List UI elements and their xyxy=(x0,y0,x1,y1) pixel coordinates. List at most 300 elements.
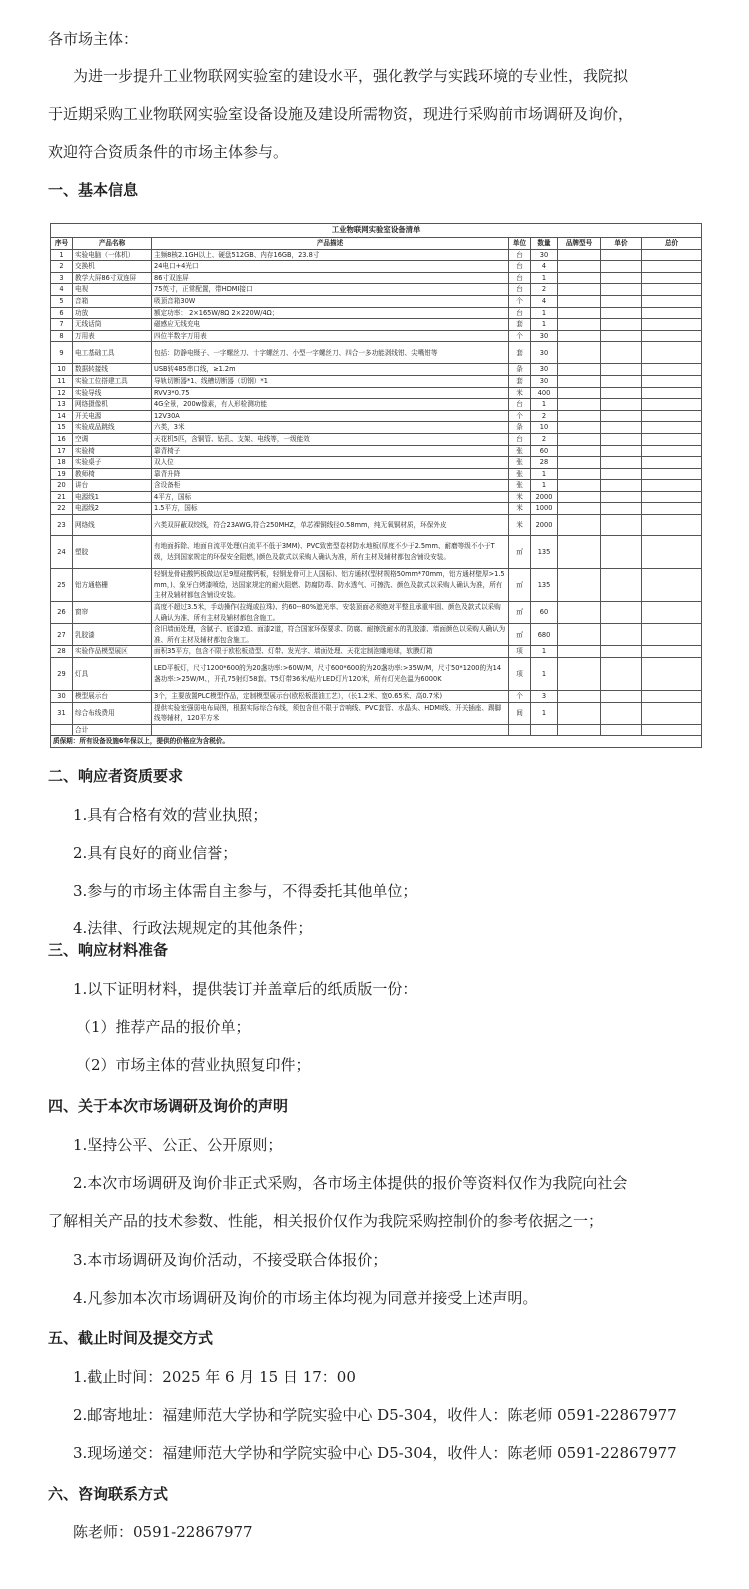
product-description: 导轨切断器*1、线槽切断器（切钢）*1 xyxy=(152,375,509,387)
quantity: 2000 xyxy=(531,491,558,503)
unit: 台 xyxy=(509,284,531,296)
product-name: 实验椅 xyxy=(73,445,152,457)
product-description: 含旧墙面处理，含腻子、底漆2道、面漆2道，符合国家环保要求、防腐、耐擦洗耐水的乳胶漆、墙面颜色以采购人确认为准、所有主材及辅材都包含施工。 xyxy=(152,624,509,646)
unit-price-cell[interactable] xyxy=(601,375,642,387)
unit: ㎡ xyxy=(509,624,531,646)
product-name: 网络线 xyxy=(73,515,152,536)
product-name: 电工基础工具 xyxy=(73,342,152,364)
greeting: 各市场主体： xyxy=(48,30,139,48)
unit-price-cell[interactable] xyxy=(601,284,642,296)
unit: 条 xyxy=(509,364,531,376)
table-row xyxy=(51,536,702,569)
row-number: 12 xyxy=(51,387,73,399)
section-1-title: 一、基本信息 xyxy=(48,181,139,199)
table-header-cell: 品牌型号 xyxy=(558,238,601,250)
mail-address-item: 2.邮寄地址：福建师范大学协和学院实验中心 D5-304，收件人：陈老师 0591-22867977 xyxy=(73,1406,677,1424)
table-row xyxy=(51,691,702,703)
product-description: USB转485串口线，≥1.2m xyxy=(152,364,509,376)
brand-model-cell[interactable] xyxy=(558,702,601,724)
product-name: 教学大屏86寸双连屏 xyxy=(73,272,152,284)
quantity: 1 xyxy=(531,272,558,284)
unit: 米 xyxy=(509,515,531,536)
unit-price-cell[interactable] xyxy=(601,602,642,624)
table-header-cell: 数量 xyxy=(531,238,558,250)
product-description: 3个，主要放置PLC模型作品，定制模型展示台(欧松板混油工艺），（长1.2米、宽0.65米、高0.7米) xyxy=(152,691,509,703)
total-brand[interactable] xyxy=(558,724,601,736)
table-header-cell: 产品名称 xyxy=(73,238,152,250)
brand-model-cell[interactable] xyxy=(558,445,601,457)
total-price-cell[interactable] xyxy=(642,658,702,691)
unit-price-cell[interactable] xyxy=(601,691,642,703)
grand-total-cell[interactable] xyxy=(642,724,702,736)
brand-model-cell[interactable] xyxy=(558,503,601,515)
qualification-item-2: 2.具有良好的商业信誉； xyxy=(73,844,238,862)
product-name: 实验成品跳线 xyxy=(73,422,152,434)
intro-line-3: 欢迎符合资质条件的市场主体参与。 xyxy=(48,143,289,161)
product-description: 12V30A xyxy=(152,410,509,422)
unit: 套 xyxy=(509,319,531,331)
unit: ㎡ xyxy=(509,536,531,569)
section-3-title: 三、响应材料准备 xyxy=(48,941,169,959)
row-number: 19 xyxy=(51,468,73,480)
product-name: 实验桌子 xyxy=(73,457,152,469)
unit-price-cell[interactable] xyxy=(601,624,642,646)
unit-price-cell[interactable] xyxy=(601,646,642,658)
brand-model-cell[interactable] xyxy=(558,307,601,319)
statement-item-2-cont: 了解相关产品的技术参数、性能，相关报价仅作为我院采购控制价的参考依据之一； xyxy=(48,1212,604,1230)
row-number: 29 xyxy=(51,658,73,691)
total-price-cell[interactable] xyxy=(642,319,702,331)
product-name: 铝方通格栅 xyxy=(73,569,152,602)
material-item-3: （2）市场主体的营业执照复印件； xyxy=(76,1056,311,1074)
unit: 张 xyxy=(509,457,531,469)
table-row xyxy=(51,342,702,364)
quantity: 1 xyxy=(531,307,558,319)
quantity: 60 xyxy=(531,445,558,457)
total-no xyxy=(51,724,73,736)
unit-price-cell[interactable] xyxy=(601,342,642,364)
brand-model-cell[interactable] xyxy=(558,387,601,399)
quantity: 135 xyxy=(531,569,558,602)
quantity: 60 xyxy=(531,602,558,624)
table-header-cell: 序号 xyxy=(51,238,73,250)
row-number: 6 xyxy=(51,307,73,319)
unit: 米 xyxy=(509,387,531,399)
total-price-cell[interactable] xyxy=(642,602,702,624)
product-description: 提供实验室强弱电布局图，根据实际综合布线，须包含但不限于音响线、PVC套管、水晶头、HDMI线、开关插座、踢脚线等辅材，120平方米 xyxy=(152,702,509,724)
unit-price-cell[interactable] xyxy=(601,569,642,602)
brand-model-cell[interactable] xyxy=(558,569,601,602)
total-price-cell[interactable] xyxy=(642,307,702,319)
total-price-cell[interactable] xyxy=(642,410,702,422)
row-number: 9 xyxy=(51,342,73,364)
qualification-item-4: 4.法律、行政法规规定的其他条件； xyxy=(73,919,313,937)
product-description: 磁感应无线充电 xyxy=(152,319,509,331)
section-5-title: 五、截止时间及提交方式 xyxy=(48,1329,214,1347)
product-name: 数据转接线 xyxy=(73,364,152,376)
unit: 米 xyxy=(509,491,531,503)
product-name: 实验作品模型展区 xyxy=(73,646,152,658)
product-name: 实验工位搭建工具 xyxy=(73,375,152,387)
unit-price-cell[interactable] xyxy=(601,399,642,411)
table-row xyxy=(51,658,702,691)
table-row xyxy=(51,261,702,273)
quantity: 4 xyxy=(531,295,558,307)
table-row xyxy=(51,445,702,457)
quantity: 28 xyxy=(531,457,558,469)
row-number: 16 xyxy=(51,433,73,445)
unit-price-cell[interactable] xyxy=(601,295,642,307)
unit-price-cell[interactable] xyxy=(601,445,642,457)
brand-model-cell[interactable] xyxy=(558,536,601,569)
brand-model-cell[interactable] xyxy=(558,261,601,273)
brand-model-cell[interactable] xyxy=(558,422,601,434)
brand-model-cell[interactable] xyxy=(558,457,601,469)
table-row xyxy=(51,330,702,342)
total-price-cell[interactable] xyxy=(642,422,702,434)
quantity: 30 xyxy=(531,249,558,261)
total-price-cell[interactable] xyxy=(642,445,702,457)
total-price-cell[interactable] xyxy=(642,284,702,296)
unit: 台 xyxy=(509,399,531,411)
section-6-title: 六、咨询联系方式 xyxy=(48,1485,169,1503)
warranty-row xyxy=(51,736,702,748)
product-description: 75英寸，正常配置，带HDMI接口 xyxy=(152,284,509,296)
qualification-item-3: 3.参与的市场主体需自主参与，不得委托其他单位； xyxy=(73,882,418,900)
unit: 间 xyxy=(509,702,531,724)
total-price-cell[interactable] xyxy=(642,261,702,273)
total-label: 合计 xyxy=(73,724,152,736)
total-price-cell[interactable] xyxy=(642,387,702,399)
unit: 项 xyxy=(509,646,531,658)
total-desc xyxy=(152,724,509,736)
unit: 米 xyxy=(509,503,531,515)
product-name: 实验导线 xyxy=(73,387,152,399)
table-row xyxy=(51,457,702,469)
total-price-cell[interactable] xyxy=(642,433,702,445)
unit-price-cell[interactable] xyxy=(601,457,642,469)
unit: 个 xyxy=(509,295,531,307)
total-price-cell[interactable] xyxy=(642,702,702,724)
brand-model-cell[interactable] xyxy=(558,375,601,387)
product-name: 空调 xyxy=(73,433,152,445)
product-description: 额定功率： 2×165W/8Ω 2×220W/4Ω； xyxy=(152,307,509,319)
total-price-cell[interactable] xyxy=(642,503,702,515)
unit-price-cell[interactable] xyxy=(601,249,642,261)
row-number: 4 xyxy=(51,284,73,296)
row-number: 23 xyxy=(51,515,73,536)
table-header-cell: 单价 xyxy=(601,238,642,250)
quantity: 2 xyxy=(531,410,558,422)
unit: 项 xyxy=(509,658,531,691)
quantity: 1 xyxy=(531,480,558,492)
unit-price-cell[interactable] xyxy=(601,536,642,569)
total-price-cell[interactable] xyxy=(642,468,702,480)
product-name: 实验电脑（一体机） xyxy=(73,249,152,261)
table-header-cell: 总价 xyxy=(642,238,702,250)
product-description: 四位半数字万用表 xyxy=(152,330,509,342)
total-price-cell[interactable] xyxy=(642,457,702,469)
table-row xyxy=(51,249,702,261)
product-description: 六类双屏蔽双绞线，符合23AWG,符合250MHZ，单芯裸铜线径0.58mm，纯无氧铜材质，环保外皮 xyxy=(152,515,509,536)
row-number: 24 xyxy=(51,536,73,569)
total-row xyxy=(51,724,702,736)
warranty-note: 质保期：所有设备设施6年保以上，提供的价格应为含税价。 xyxy=(51,736,702,748)
quantity: 30 xyxy=(531,342,558,364)
brand-model-cell[interactable] xyxy=(558,342,601,364)
total-price-cell[interactable] xyxy=(642,272,702,284)
total-price-cell[interactable] xyxy=(642,569,702,602)
unit: 套 xyxy=(509,342,531,364)
brand-model-cell[interactable] xyxy=(558,515,601,536)
row-number: 8 xyxy=(51,330,73,342)
statement-item-1: 1.坚持公平、公正、公开原则； xyxy=(73,1136,283,1154)
table-row xyxy=(51,307,702,319)
unit-price-cell[interactable] xyxy=(601,658,642,691)
brand-model-cell[interactable] xyxy=(558,646,601,658)
unit-price-cell[interactable] xyxy=(601,491,642,503)
section-2-title: 二、响应者资质要求 xyxy=(48,767,184,785)
product-name: 网络摄像机 xyxy=(73,399,152,411)
table-row xyxy=(51,375,702,387)
unit: 台 xyxy=(509,272,531,284)
quantity: 3 xyxy=(531,691,558,703)
table-row xyxy=(51,399,702,411)
unit: 张 xyxy=(509,445,531,457)
product-name: 万用表 xyxy=(73,330,152,342)
product-description: 六类，3米 xyxy=(152,422,509,434)
product-description: 靠背升降 xyxy=(152,468,509,480)
unit-price-cell[interactable] xyxy=(601,307,642,319)
product-description: LED平板灯，尺寸1200*600的为20盏功率:>60W/M，尺寸600*600的为20盏功率:>35W/M，尺寸50*1200的为14盏功率:>25W/M、，开孔75射灯58套。T5灯带36米/贴片LED灯片120米，所有灯光色温为6000K xyxy=(152,658,509,691)
intro-line-1: 为进一步提升工业物联网实验室的建设水平，强化教学与实践环境的专业性，我院拟 xyxy=(73,67,629,85)
quantity: 135 xyxy=(531,536,558,569)
brand-model-cell[interactable] xyxy=(558,691,601,703)
product-name: 开关电源 xyxy=(73,410,152,422)
unit-price-cell[interactable] xyxy=(601,330,642,342)
quantity: 2 xyxy=(531,433,558,445)
unit-price-cell[interactable] xyxy=(601,433,642,445)
unit-price-cell[interactable] xyxy=(601,503,642,515)
quantity: 2 xyxy=(531,284,558,296)
quantity: 30 xyxy=(531,330,558,342)
statement-item-3: 3.本市场调研及询价活动，不接受联合体报价； xyxy=(73,1251,388,1269)
quantity: 1 xyxy=(531,399,558,411)
product-name: 电源线1 xyxy=(73,491,152,503)
product-name: 灯具 xyxy=(73,658,152,691)
unit: ㎡ xyxy=(509,602,531,624)
product-description: 双人位 xyxy=(152,457,509,469)
total-price-cell[interactable] xyxy=(642,399,702,411)
quantity: 680 xyxy=(531,624,558,646)
table-row xyxy=(51,284,702,296)
total-price-cell[interactable] xyxy=(642,480,702,492)
quantity: 400 xyxy=(531,387,558,399)
product-name: 塑胶 xyxy=(73,536,152,569)
table-row xyxy=(51,410,702,422)
quantity: 1 xyxy=(531,319,558,331)
unit: 台 xyxy=(509,433,531,445)
brand-model-cell[interactable] xyxy=(558,491,601,503)
brand-model-cell[interactable] xyxy=(558,624,601,646)
row-number: 22 xyxy=(51,503,73,515)
material-item-2: （1）推荐产品的报价单； xyxy=(76,1018,251,1036)
row-number: 10 xyxy=(51,364,73,376)
intro-line-2: 于近期采购工业物联网实验室设备设施及建设所需物资，现进行采购前市场调研及询价， xyxy=(48,105,634,123)
brand-model-cell[interactable] xyxy=(558,272,601,284)
product-description: 1.5平方，国标 xyxy=(152,503,509,515)
quantity: 1 xyxy=(531,658,558,691)
brand-model-cell[interactable] xyxy=(558,468,601,480)
total-price-cell[interactable] xyxy=(642,330,702,342)
table-header-cell: 产品描述 xyxy=(152,238,509,250)
brand-model-cell[interactable] xyxy=(558,249,601,261)
onsite-delivery-item: 3.现场递交：福建师范大学协和学院实验中心 D5-304，收件人：陈老师 0591-22867977 xyxy=(73,1444,677,1462)
table-row xyxy=(51,387,702,399)
total-price-cell[interactable] xyxy=(642,691,702,703)
unit: 个 xyxy=(509,330,531,342)
product-description: 有地面拆除、地面自流平处理(自流平不低于3MM)、PVC致密型卷材防水地板(厚度不少于2.5mm、耐磨等级不小于T级，达到国家规定的环保安全阻燃，)颜色及款式以采购人确认为准，所有主材及辅材都包含铺设安装。 xyxy=(152,536,509,569)
quantity: 1 xyxy=(531,468,558,480)
brand-model-cell[interactable] xyxy=(558,602,601,624)
row-number: 30 xyxy=(51,691,73,703)
unit-price-cell[interactable] xyxy=(601,410,642,422)
product-name: 电源线2 xyxy=(73,503,152,515)
quantity: 1000 xyxy=(531,503,558,515)
row-number: 3 xyxy=(51,272,73,284)
row-number: 13 xyxy=(51,399,73,411)
statement-item-4: 4.凡参加本次市场调研及询价的市场主体均视为同意并接受上述声明。 xyxy=(73,1289,538,1307)
brand-model-cell[interactable] xyxy=(558,399,601,411)
row-number: 17 xyxy=(51,445,73,457)
quantity: 30 xyxy=(531,364,558,376)
total-price-cell[interactable] xyxy=(642,624,702,646)
table-row xyxy=(51,702,702,724)
brand-model-cell[interactable] xyxy=(558,410,601,422)
unit-price-cell[interactable] xyxy=(601,272,642,284)
table-row xyxy=(51,503,702,515)
row-number: 5 xyxy=(51,295,73,307)
total-price-cell[interactable] xyxy=(642,375,702,387)
brand-model-cell[interactable] xyxy=(558,330,601,342)
total-price-cell[interactable] xyxy=(642,249,702,261)
total-price-cell[interactable] xyxy=(642,515,702,536)
unit: 张 xyxy=(509,468,531,480)
product-description: 4平方，国标 xyxy=(152,491,509,503)
table-title: 工业物联网实验室设备清单 xyxy=(51,224,702,238)
table-row xyxy=(51,646,702,658)
equipment-table xyxy=(50,223,702,748)
brand-model-cell[interactable] xyxy=(558,433,601,445)
table-row xyxy=(51,491,702,503)
table-row xyxy=(51,422,702,434)
product-description: 靠背椅子 xyxy=(152,445,509,457)
section-4-title: 四、关于本次市场调研及询价的声明 xyxy=(48,1097,289,1115)
row-number: 18 xyxy=(51,457,73,469)
product-name: 电视 xyxy=(73,284,152,296)
unit-price-cell[interactable] xyxy=(601,422,642,434)
row-number: 7 xyxy=(51,319,73,331)
unit: 台 xyxy=(509,307,531,319)
total-price-cell[interactable] xyxy=(642,342,702,364)
unit-price-cell[interactable] xyxy=(601,364,642,376)
row-number: 28 xyxy=(51,646,73,658)
total-price-cell[interactable] xyxy=(642,295,702,307)
row-number: 14 xyxy=(51,410,73,422)
deadline-item: 1.截止时间：2025 年 6 月 15 日 17：00 xyxy=(73,1368,356,1386)
row-number: 26 xyxy=(51,602,73,624)
quantity: 1 xyxy=(531,702,558,724)
brand-model-cell[interactable] xyxy=(558,364,601,376)
quantity: 1 xyxy=(531,646,558,658)
product-description: 含设备柜 xyxy=(152,480,509,492)
row-number: 2 xyxy=(51,261,73,273)
quantity: 30 xyxy=(531,375,558,387)
row-number: 27 xyxy=(51,624,73,646)
unit-price-cell[interactable] xyxy=(601,261,642,273)
total-qty xyxy=(531,724,558,736)
brand-model-cell[interactable] xyxy=(558,480,601,492)
table-row xyxy=(51,319,702,331)
total-price-cell[interactable] xyxy=(642,364,702,376)
unit-price-cell[interactable] xyxy=(601,702,642,724)
product-name: 讲台 xyxy=(73,480,152,492)
unit-price-cell[interactable] xyxy=(601,480,642,492)
product-description: 面积35平方，包含不限于欧松板造型、灯带、发光字、墙面处理、天花定制泡雕地球，软膜灯箱 xyxy=(152,646,509,658)
total-unit xyxy=(509,724,531,736)
row-number: 1 xyxy=(51,249,73,261)
total-price-cell[interactable] xyxy=(642,646,702,658)
product-name: 功放 xyxy=(73,307,152,319)
unit: 台 xyxy=(509,261,531,273)
row-number: 21 xyxy=(51,491,73,503)
total-unit-price[interactable] xyxy=(601,724,642,736)
product-description: 4G全景，200w像素，有人形检测功能 xyxy=(152,399,509,411)
quantity: 4 xyxy=(531,261,558,273)
table-row xyxy=(51,624,702,646)
table-row xyxy=(51,515,702,536)
unit-price-cell[interactable] xyxy=(601,387,642,399)
product-description: 主频8核2.1GH以上、硬盘512GB、内存16GB，23.8寸 xyxy=(152,249,509,261)
unit-price-cell[interactable] xyxy=(601,468,642,480)
table-row xyxy=(51,602,702,624)
total-price-cell[interactable] xyxy=(642,536,702,569)
row-number: 25 xyxy=(51,569,73,602)
qualification-item-1: 1.具有合格有效的营业执照； xyxy=(73,806,268,824)
table-row xyxy=(51,364,702,376)
material-item-1: 1.以下证明材料，提供装订并盖章后的纸质版一份： xyxy=(73,980,418,998)
brand-model-cell[interactable] xyxy=(558,284,601,296)
unit-price-cell[interactable] xyxy=(601,515,642,536)
brand-model-cell[interactable] xyxy=(558,658,601,691)
quantity: 10 xyxy=(531,422,558,434)
unit: 台 xyxy=(509,249,531,261)
unit: 个 xyxy=(509,691,531,703)
unit-price-cell[interactable] xyxy=(601,319,642,331)
unit: 条 xyxy=(509,422,531,434)
statement-item-2: 2.本次市场调研及询价非正式采购，各市场主体提供的报价等资料仅作为我院向社会 xyxy=(73,1174,628,1192)
contact-info: 陈老师：0591-22867977 xyxy=(73,1523,253,1541)
product-description: 吸顶音箱30W xyxy=(152,295,509,307)
table-row xyxy=(51,569,702,602)
row-number: 20 xyxy=(51,480,73,492)
total-price-cell[interactable] xyxy=(642,491,702,503)
brand-model-cell[interactable] xyxy=(558,295,601,307)
row-number: 31 xyxy=(51,702,73,724)
brand-model-cell[interactable] xyxy=(558,319,601,331)
table-row xyxy=(51,480,702,492)
unit: 套 xyxy=(509,375,531,387)
